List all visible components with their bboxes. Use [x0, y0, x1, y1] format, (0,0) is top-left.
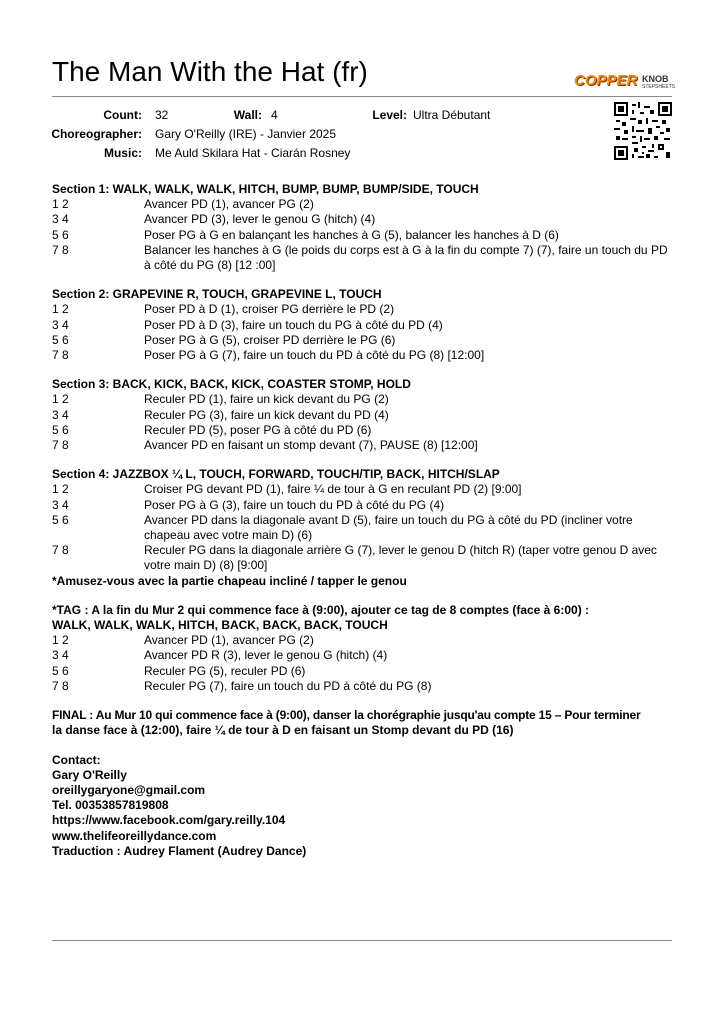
- step-description: Poser PD à D (3), faire un touch du PG à côté du PD (4): [144, 317, 443, 332]
- level-label: Level:: [372, 108, 407, 122]
- step-description: Reculer PG (5), reculer PD (6): [144, 663, 306, 678]
- step-row: [52, 498, 672, 513]
- count-label: Count:: [103, 108, 142, 122]
- step-description: Reculer PG dans la diagonale arrière G (7), lever le genou D (hitch R) (taper votre genou D avec votre main D) (8) [9:00]: [144, 543, 657, 573]
- step-row: [52, 197, 672, 212]
- step-description: Balancer les hanches à G (le poids du corps est à G à la fin du compte 7) (7), faire un touch du PD à côté du PG (8) [12 :00]: [144, 242, 668, 273]
- step-count: 5 6: [52, 332, 69, 347]
- step-description: Avancer PD (3), lever le genou G (hitch) (4): [144, 212, 376, 227]
- step-count: 5 6: [52, 512, 69, 527]
- step-description: Croiser PG devant PD (1), faire ¼ de tour à G en reculant PD (2) [9:00]: [144, 482, 522, 497]
- copperknob-logo: [574, 72, 676, 94]
- logo-text: COPPER: [574, 72, 638, 89]
- contact-website-link[interactable]: www.thelifeoreillydance.com: [52, 828, 217, 843]
- contact-phone: Tel. 00353857819808: [52, 798, 169, 813]
- contact-name: Gary O'Reilly: [52, 767, 127, 782]
- step-row: [52, 302, 672, 317]
- step-description: Poser PD à D (1), croiser PG derrière le PD (2): [144, 302, 395, 317]
- step-row: [52, 648, 672, 663]
- step-row: [52, 228, 672, 243]
- step-description: Avancer PD (1), avancer PG (2): [144, 633, 314, 648]
- section-title: Section 2: GRAPEVINE R, TOUCH, GRAPEVINE L, TOUCH: [52, 287, 382, 302]
- step-row: [52, 333, 672, 348]
- logo-subtitle: STEPSHEETS: [642, 84, 676, 90]
- step-description: Reculer PG (3), faire un kick devant du PD (4): [144, 407, 389, 422]
- step-row: [52, 318, 672, 333]
- tag-intro: *TAG : A la fin du Mur 2 qui commence face à (9:00), ajouter ce tag de 8 comptes (face à 6:00) :: [52, 602, 590, 617]
- step-row: [52, 633, 672, 648]
- step-row: [52, 408, 672, 423]
- translation-credit: Traduction : Audrey Flament (Audrey Dance): [52, 843, 307, 858]
- step-count: 3 4: [52, 497, 69, 512]
- contact-facebook-link[interactable]: https://www.facebook.com/gary.reilly.104: [52, 813, 286, 828]
- wall-value: 4: [271, 108, 278, 122]
- contact-email-link[interactable]: oreillygaryone@gmail.com: [52, 782, 206, 797]
- step-row: [52, 212, 672, 227]
- contact-label: Contact:: [52, 752, 101, 767]
- step-count: 7 8: [52, 242, 69, 257]
- note-text: *Amusez-vous avec la partie chapeau incliné / tapper le genou: [52, 573, 407, 588]
- step-count: 1 2: [52, 482, 69, 497]
- step-description: Poser PG à G en balançant les hanches à G (5), balancer les hanches à D (6): [144, 227, 559, 242]
- step-count: 5 6: [52, 422, 69, 437]
- header-divider: [52, 96, 672, 97]
- music-label: Music:: [103, 146, 142, 160]
- step-count: 3 4: [52, 648, 69, 663]
- step-description: Avancer PD en faisant un stomp devant (7), PAUSE (8) [12:00]: [144, 438, 478, 453]
- step-description: Reculer PD (5), poser PG à côté du PD (6): [144, 422, 372, 437]
- qr-code-icon: [614, 102, 672, 160]
- music-value: Me Auld Skilara Hat - Ciarán Rosney: [155, 146, 351, 160]
- step-description: Avancer PD R (3), lever le genou G (hitch) (4): [144, 648, 388, 663]
- page-title: The Man With the Hat (fr): [52, 56, 368, 87]
- step-description: Avancer PD (1), avancer PG (2): [144, 197, 314, 212]
- count-value: 32: [155, 108, 169, 122]
- step-count: 1 2: [52, 633, 69, 648]
- step-row: [52, 243, 672, 273]
- step-description: Poser PG à G (3), faire un touch du PD à côté du PG (4): [144, 497, 445, 512]
- section-title: Section 4: JAZZBOX ¼ L, TOUCH, FORWARD, TOUCH/TIP, BACK, HITCH/SLAP: [52, 467, 500, 482]
- wall-label: Wall:: [233, 108, 262, 122]
- choreographer-label: Choreographer:: [51, 127, 142, 141]
- step-description: Poser PG à G (5), croiser PD derrière le PG (6): [144, 332, 396, 347]
- step-count: 7 8: [52, 543, 69, 558]
- choreographer-value: Gary O'Reilly (IRE) - Janvier 2025: [155, 127, 337, 141]
- step-count: 3 4: [52, 317, 69, 332]
- step-row: [52, 438, 672, 453]
- logo-knob-text: KNOB: [642, 74, 669, 84]
- step-count: 1 2: [52, 197, 69, 212]
- step-count: 5 6: [52, 227, 69, 242]
- step-count: 1 2: [52, 392, 69, 407]
- step-description: Poser PG à G (7), faire un touch du PD à côté du PG (8) [12:00]: [144, 348, 485, 363]
- step-row: [52, 482, 672, 497]
- step-count: 3 4: [52, 212, 69, 227]
- step-description: Reculer PG (7), faire un touch du PD à côté du PG (8): [144, 678, 432, 693]
- step-count: 1 2: [52, 302, 69, 317]
- step-count: 7 8: [52, 678, 69, 693]
- step-count: 7 8: [52, 348, 69, 363]
- tag-title: WALK, WALK, WALK, HITCH, BACK, BACK, BACK, TOUCH: [52, 618, 388, 633]
- step-count: 5 6: [52, 663, 69, 678]
- step-row: [52, 392, 672, 407]
- final-line-2: la danse face à (12:00), faire ¼ de tour à D en faisant un Stomp devant du PD (16): [52, 723, 514, 738]
- final-line-1: FINAL : Au Mur 10 qui commence face à (9:00), danser la chorégraphie jusqu'au compte 15 – Pour terminer: [52, 708, 641, 723]
- step-row: [52, 664, 672, 679]
- step-count: 7 8: [52, 438, 69, 453]
- step-row: [52, 348, 672, 363]
- section-title: Section 1: WALK, WALK, WALK, HITCH, BUMP, BUMP, BUMP/SIDE, TOUCH: [52, 182, 479, 196]
- step-row: [52, 513, 672, 543]
- step-description: Avancer PD dans la diagonale avant D (5), faire un touch du PG à côté du PD (incliner votre chapeau avec votre main D) (6): [144, 512, 633, 543]
- step-row: [52, 423, 672, 438]
- step-row: [52, 679, 672, 694]
- stepsheet-body: [52, 182, 672, 859]
- step-count: 3 4: [52, 407, 69, 422]
- footer-divider: [52, 940, 672, 941]
- step-row: [52, 543, 672, 573]
- section-title: Section 3: BACK, KICK, BACK, KICK, COASTER STOMP, HOLD: [52, 377, 411, 392]
- level-value: Ultra Débutant: [413, 108, 491, 122]
- step-description: Reculer PD (1), faire un kick devant du PG (2): [144, 392, 389, 407]
